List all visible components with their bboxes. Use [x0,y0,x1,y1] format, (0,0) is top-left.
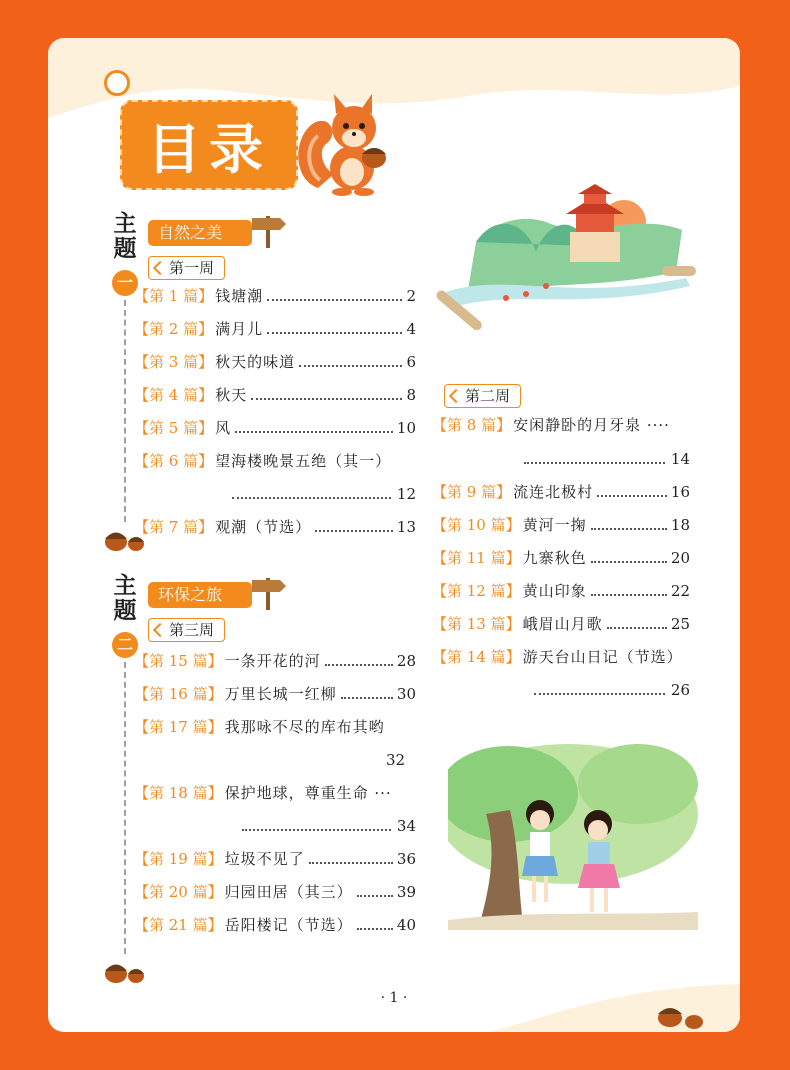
toc-title: 风 [215,419,232,437]
toc-item[interactable] [432,613,690,635]
leader-dots [524,462,665,464]
toc-title: 秋天的味道 [215,353,296,371]
timeline-1 [124,300,126,522]
toc-item[interactable] [134,683,416,705]
toc-title: 保护地球，尊重生命 ··· [224,784,392,802]
scenery-scroll-illustration [436,182,696,330]
toc-index: 【第 16 篇】 [134,685,223,703]
toc-title: 一条开花的河 [224,652,321,670]
toc-title: 岳阳楼记（节选） [224,916,353,934]
toc-page: 6 [406,353,416,371]
toc-page: 28 [396,652,416,670]
toc-title: 万里长城一红柳 [224,685,337,703]
toc-page: 8 [406,386,416,404]
signpost-icon [248,212,288,248]
toc-title: 游天台山日记（节选） [522,648,683,666]
toc-index: 【第 8 篇】 [432,416,512,434]
toc-index: 【第 4 篇】 [134,386,214,404]
theme-1-label-top: 主 [113,211,137,237]
toc-title: 黄山印象 [522,582,587,600]
toc-title: 望海楼晚景五绝（其一） [215,452,392,470]
toc-page: 22 [670,582,690,600]
timeline-2 [124,662,126,954]
toc-page: 36 [396,850,416,868]
toc-page: 25 [670,615,690,633]
toc-index: 【第 9 篇】 [432,483,512,501]
toc-title: 黄河一掬 [522,516,587,534]
squirrel-illustration [296,92,392,196]
toc-title: 归园田居（其三） [224,883,353,901]
toc-page: 2 [406,287,416,305]
toc-item[interactable] [432,514,690,536]
leader-dots [242,829,391,831]
toc-index: 【第 10 篇】 [432,516,521,534]
leader-dots [309,862,393,864]
toc-page: 39 [396,883,416,901]
toc-page: 26 [670,681,690,699]
week-2-tag: 第二周 [444,384,521,408]
theme-2-number: 二 [112,632,138,658]
leader-dots [267,299,402,301]
toc-title: 九寨秋色 [522,549,587,567]
toc-index: 【第 15 篇】 [134,652,223,670]
toc-page: 34 [396,817,416,835]
leader-dots [357,895,393,897]
toc-item[interactable] [134,716,416,738]
toc-item[interactable] [134,351,416,373]
theme-1-label-bottom: 题 [113,236,137,262]
toc-index: 【第 2 篇】 [134,320,214,338]
toc-title: 秋天 [215,386,248,404]
toc-title: 垃圾不见了 [224,850,305,868]
theme-2-label [110,574,140,624]
toc-page: 12 [396,485,416,503]
toc-index: 【第 12 篇】 [432,582,521,600]
leader-dots [232,497,391,499]
theme-1-label [110,212,140,262]
toc-item[interactable] [432,580,690,602]
toc-index: 【第 20 篇】 [134,883,223,901]
leader-dots [251,398,402,400]
signpost-icon [248,574,288,610]
toc-item[interactable] [134,384,416,406]
toc-title: 钱塘潮 [215,287,264,305]
toc-item-continuation [232,483,416,505]
leader-dots [267,332,402,334]
week-3-tag: 第三周 [148,618,225,642]
toc-page [48,38,740,1032]
title-banner [120,100,298,190]
leader-dots [357,928,393,930]
toc-item[interactable] [134,782,416,804]
toc-item[interactable] [432,414,692,436]
page-number: · 1 · [380,990,408,1006]
toc-page: 14 [670,450,690,468]
toc-index: 【第 14 篇】 [432,648,521,666]
leader-dots [341,697,393,699]
toc-page: 4 [406,320,416,338]
toc-page: 13 [396,518,416,536]
toc-item[interactable] [134,881,416,903]
leader-dots [591,594,667,596]
leader-dots [534,693,665,695]
toc-item[interactable] [134,848,416,870]
toc-index: 【第 5 篇】 [134,419,214,437]
toc-item[interactable] [134,516,416,538]
leader-dots [325,664,393,666]
toc-index: 【第 18 篇】 [134,784,223,802]
toc-page: 20 [670,549,690,567]
toc-item[interactable] [134,318,416,340]
toc-title: 流连北极村 [513,483,594,501]
theme-1-number: 一 [112,270,138,296]
toc-item[interactable] [134,650,416,672]
theme-2-label-bottom: 题 [113,598,137,624]
toc-item[interactable] [134,417,416,439]
toc-item-continuation [524,448,690,470]
toc-item-continuation [386,749,416,771]
toc-item[interactable] [134,285,416,307]
toc-index: 【第 1 篇】 [134,287,214,305]
toc-page: 16 [670,483,690,501]
leader-dots [235,431,393,433]
toc-index: 【第 17 篇】 [134,718,223,736]
toc-page: 18 [670,516,690,534]
toc-title: 峨眉山月歌 [522,615,603,633]
toc-item[interactable] [134,450,416,472]
toc-index: 【第 11 篇】 [432,549,521,567]
title-ring-decoration [104,70,130,96]
toc-page: 30 [396,685,416,703]
toc-item[interactable] [432,646,692,668]
toc-item[interactable] [432,481,690,503]
children-tree-illustration [448,744,698,930]
toc-item[interactable] [432,547,690,569]
leader-dots [591,561,667,563]
toc-page: 32 [386,751,406,769]
toc-index: 【第 6 篇】 [134,452,214,470]
week-1-tag: 第一周 [148,256,225,280]
toc-title: 满月儿 [215,320,264,338]
toc-index: 【第 3 篇】 [134,353,214,371]
toc-item[interactable] [134,914,416,936]
toc-index: 【第 19 篇】 [134,850,223,868]
toc-item-continuation [242,815,416,837]
theme-1-name: 自然之美 [148,220,252,246]
toc-title: 我那咏不尽的库布其哟 [224,718,385,736]
leader-dots [597,495,667,497]
toc-title: 安闲静卧的月牙泉 ···· [513,416,670,434]
toc-index: 【第 21 篇】 [134,916,223,934]
leader-dots [299,365,402,367]
toc-index: 【第 13 篇】 [432,615,521,633]
theme-2-label-top: 主 [113,573,137,599]
toc-item-continuation [534,679,690,701]
leader-dots [607,627,667,629]
theme-2-name: 环保之旅 [148,582,252,608]
page-title: 目录 [147,117,271,181]
leader-dots [315,530,393,532]
toc-page: 10 [396,419,416,437]
acorn-icon [102,956,148,984]
leader-dots [591,528,667,530]
toc-index: 【第 7 篇】 [134,518,214,536]
toc-page: 40 [396,916,416,934]
toc-title: 观潮（节选） [215,518,312,536]
